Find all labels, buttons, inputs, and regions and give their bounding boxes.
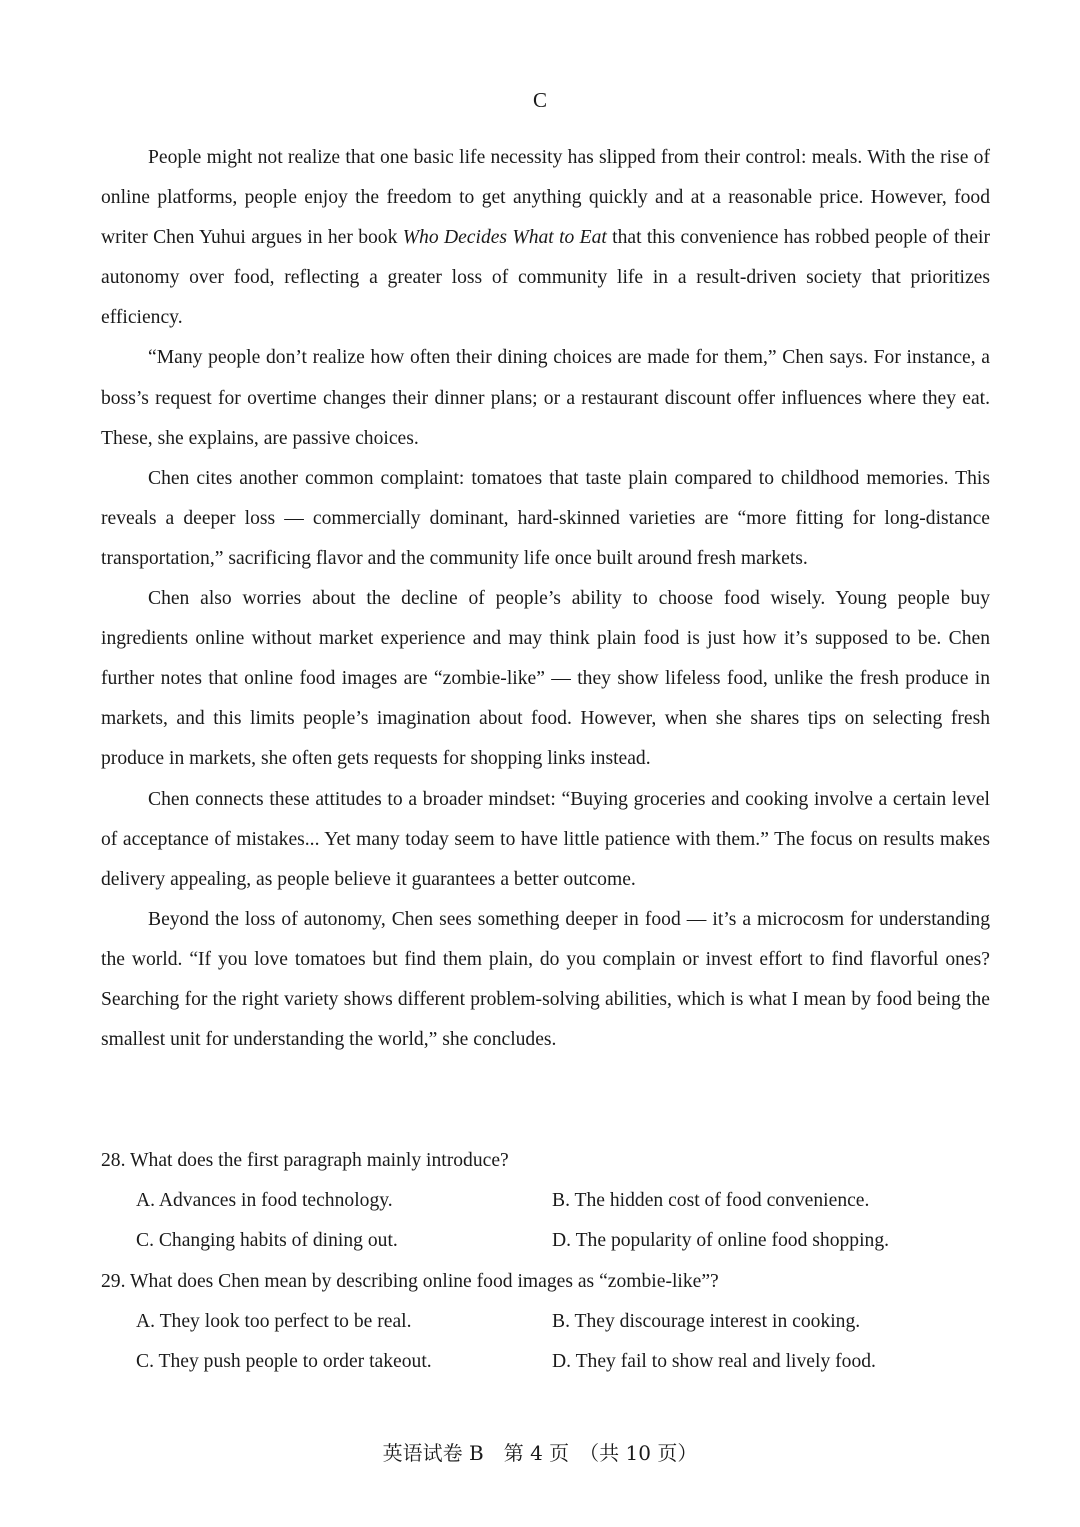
question-29 <box>101 1262 990 1383</box>
question-stem: 29. What does Chen mean by describing online food images as “zombie-like”? <box>101 1270 719 1292</box>
paragraph-1-before: People might not realize that one basic life necessity has slipped from their control: meals. With the rise of online platforms, people enjoy the freedom to get anything quickly and at a reasonable price. However, food writer Chen Yuhui argues in her book <box>101 147 990 249</box>
paragraph-1 <box>101 138 990 338</box>
question-stem: 28. What does the first paragraph mainly introduce? <box>101 1150 509 1171</box>
option-a: A. They look too perfect to be real. <box>136 1310 412 1332</box>
paragraph-3: Chen cites another common complaint: tomatoes that taste plain compared to childhood memories. This reveals a deeper loss — commercially dominant, hard-skinned varieties are “more fitting for long-distance transportation,” sacrificing flavor and the community life once built around fresh markets. <box>101 467 990 569</box>
option-d: D. The popularity of online food shopping. <box>552 1230 890 1252</box>
paragraph-5: Chen connects these attitudes to a broader mindset: “Buying groceries and cooking involve a certain level of acceptance of mistakes... Yet many today seem to have little patience with them.” The focus on results makes delivery appealing, as people believe it guarantees a better outcome. <box>101 788 990 890</box>
option-d: D. They fail to show real and lively food. <box>552 1351 876 1373</box>
page-footer: 英语试卷 B 第 4 页 （共 10 页） <box>382 1441 698 1465</box>
option-a: A. Advances in food technology. <box>136 1190 393 1212</box>
question-28 <box>101 1141 990 1262</box>
option-group <box>101 1302 990 1382</box>
paragraph-4: Chen also worries about the decline of people’s ability to choose food wisely. Young people buy ingredients online without market experience and may think plain food is just how it’s supposed to be. Chen further notes that online food images are “zombie-like” — they show lifeless food, unlike the fresh produce in markets, and this limits people’s imagination about food. However, when she shares tips on selecting fresh produce in markets, she often gets requests for shopping links instead. <box>101 588 990 770</box>
question-list <box>101 1141 990 1382</box>
reading-passage <box>101 138 990 1060</box>
option-c: C. Changing habits of dining out. <box>136 1230 398 1252</box>
book-title: Who Decides What to Eat <box>402 227 607 249</box>
paragraph-2: “Many people don’t realize how often their dining choices are made for them,” Chen says. For instance, a boss’s request for overtime changes their dinner plans; or a restaurant discount offer influences where they eat. These, she explains, are passive choices. <box>101 347 990 449</box>
option-b: B. They discourage interest in cooking. <box>552 1310 861 1332</box>
option-c: C. They push people to order takeout. <box>136 1351 432 1373</box>
section-letter: C <box>532 88 547 112</box>
option-group <box>101 1181 990 1261</box>
paragraph-1-after: that this convenience has robbed people of their autonomy over food, reflecting a greater loss of community life in a result-driven society that prioritizes efficiency. <box>101 227 990 329</box>
option-b: B. The hidden cost of food convenience. <box>552 1190 870 1212</box>
paragraph-6: Beyond the loss of autonomy, Chen sees something deeper in food — it’s a microcosm for understanding the world. “If you love tomatoes but find them plain, do you complain or invest effort to find flavorful ones? Searching for the right variety shows different problem-solving abilities, which is what I mean by food being the smallest unit for understanding the world,” she concludes. <box>101 908 990 1051</box>
